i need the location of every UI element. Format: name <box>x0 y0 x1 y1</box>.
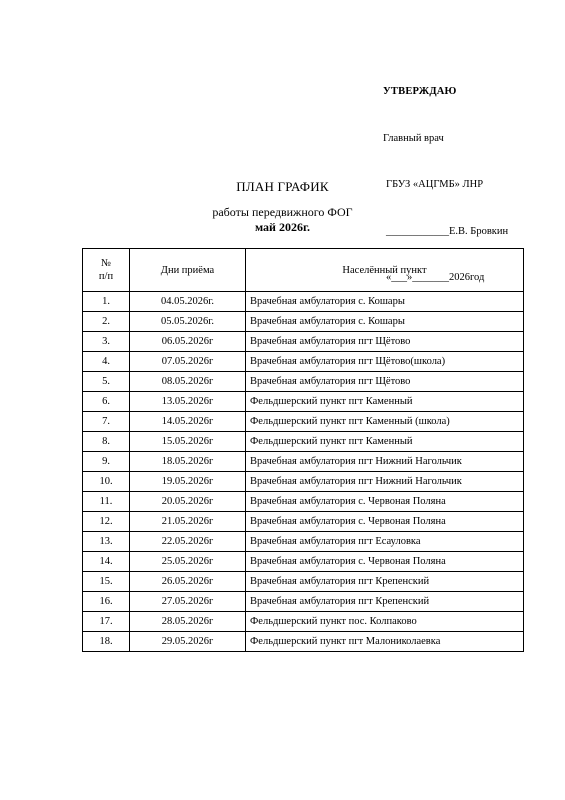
row-date: 21.05.2026г <box>130 512 246 532</box>
row-place: Врачебная амбулатория пгт Щётово <box>246 372 524 392</box>
schedule-body <box>83 292 524 652</box>
table-row <box>83 512 524 532</box>
header-number <box>83 249 130 292</box>
approval-position: Главный врач <box>383 132 444 144</box>
table-row <box>83 592 524 612</box>
row-date: 22.05.2026г <box>130 532 246 552</box>
row-place: Фельдшерский пункт пгт Каменный (школа) <box>246 412 524 432</box>
row-number: 18. <box>83 632 130 652</box>
row-number: 10. <box>83 472 130 492</box>
document-title: ПЛАН ГРАФИК <box>236 179 329 194</box>
header-number-abbr: п/п <box>98 271 114 282</box>
table-row <box>83 632 524 652</box>
table-row <box>83 472 524 492</box>
row-place: Врачебная амбулатория пгт Щётово(школа) <box>246 352 524 372</box>
row-place: Врачебная амбулатория пгт Щётово <box>246 332 524 352</box>
row-place: Врачебная амбулатория пгт Крепенский <box>246 592 524 612</box>
row-place: Врачебная амбулатория с. Червоная Поляна <box>246 552 524 572</box>
row-number: 6. <box>83 392 130 412</box>
row-date: 05.05.2026г. <box>130 312 246 332</box>
row-date: 20.05.2026г <box>130 492 246 512</box>
header-number-symbol: № <box>100 258 112 269</box>
table-row <box>83 312 524 332</box>
row-date: 28.05.2026г <box>130 612 246 632</box>
row-place: Фельдшерский пункт пгт Каменный <box>246 432 524 452</box>
row-date: 29.05.2026г <box>130 632 246 652</box>
row-date: 04.05.2026г. <box>130 292 246 312</box>
row-place: Врачебная амбулатория пгт Есауловка <box>246 532 524 552</box>
row-number: 7. <box>83 412 130 432</box>
table-row <box>83 392 524 412</box>
table-row <box>83 492 524 512</box>
table-header-row <box>83 249 524 292</box>
table-row <box>83 432 524 452</box>
row-place: Фельдшерский пункт пгт Каменный <box>246 392 524 412</box>
row-place: Врачебная амбулатория с. Червоная Поляна <box>246 492 524 512</box>
row-number: 5. <box>83 372 130 392</box>
row-number: 17. <box>83 612 130 632</box>
row-number: 16. <box>83 592 130 612</box>
table-row <box>83 372 524 392</box>
table-row <box>83 572 524 592</box>
row-date: 26.05.2026г <box>130 572 246 592</box>
header-place: Населённый пункт <box>246 249 524 292</box>
row-number: 1. <box>83 292 130 312</box>
row-date: 13.05.2026г <box>130 392 246 412</box>
row-number: 3. <box>83 332 130 352</box>
table-row <box>83 612 524 632</box>
row-place: Врачебная амбулатория пгт Крепенский <box>246 572 524 592</box>
row-place: Врачебная амбулатория пгт Нижний Нагольчик <box>246 452 524 472</box>
row-number: 12. <box>83 512 130 532</box>
table-row <box>83 532 524 552</box>
row-place: Фельдшерский пункт пгт Малониколаевка <box>246 632 524 652</box>
row-date: 25.05.2026г <box>130 552 246 572</box>
table-row <box>83 452 524 472</box>
row-date: 06.05.2026г <box>130 332 246 352</box>
row-place: Фельдшерский пункт пос. Колпаково <box>246 612 524 632</box>
table-row <box>83 552 524 572</box>
row-date: 19.05.2026г <box>130 472 246 492</box>
row-number: 15. <box>83 572 130 592</box>
table-row <box>83 332 524 352</box>
approval-title: УТВЕРЖДАЮ <box>383 86 457 97</box>
approval-organization: ГБУЗ «АЦГМБ» ЛНР <box>386 179 484 190</box>
row-date: 18.05.2026г <box>130 452 246 472</box>
row-place: Врачебная амбулатория с. Кошары <box>246 312 524 332</box>
row-date: 07.05.2026г <box>130 352 246 372</box>
document-month: май 2026г. <box>254 220 311 234</box>
row-number: 2. <box>83 312 130 332</box>
row-number: 8. <box>83 432 130 452</box>
row-place: Врачебная амбулатория с. Червоная Поляна <box>246 512 524 532</box>
table-row <box>83 292 524 312</box>
row-date: 14.05.2026г <box>130 412 246 432</box>
row-date: 27.05.2026г <box>130 592 246 612</box>
document-subtitle: работы передвижного ФОГ <box>212 205 353 219</box>
row-date: 08.05.2026г <box>130 372 246 392</box>
row-number: 13. <box>83 532 130 552</box>
row-number: 11. <box>83 492 130 512</box>
approval-date-line: «___»_______2026год <box>386 272 485 283</box>
table-row <box>83 352 524 372</box>
row-number: 4. <box>83 352 130 372</box>
row-place: Врачебная амбулатория с. Кошары <box>246 292 524 312</box>
row-number: 14. <box>83 552 130 572</box>
row-place: Врачебная амбулатория пгт Нижний Нагольчик <box>246 472 524 492</box>
schedule-table <box>82 248 524 652</box>
header-date: Дни приёма <box>130 249 246 292</box>
approval-signature-line: ____________Е.В. Бровкин <box>386 225 509 237</box>
row-number: 9. <box>83 452 130 472</box>
table-row <box>83 412 524 432</box>
row-date: 15.05.2026г <box>130 432 246 452</box>
